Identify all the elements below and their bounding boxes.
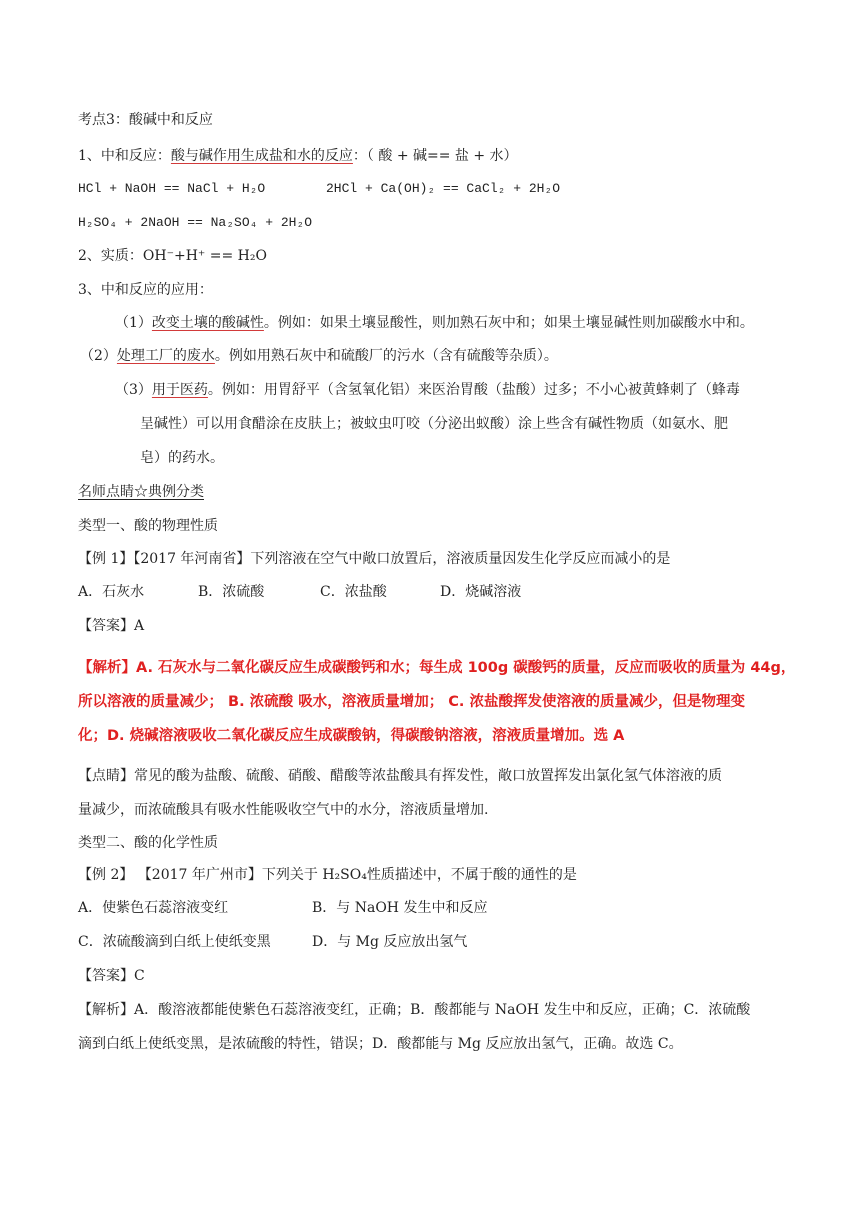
example-2-question: 【例 2】 【2017 年广州市】下列关于 H₂SO₄性质描述中，不属于酸的通性的是 [78,867,577,883]
example-2-analysis-line-1: 【解析】A．酸溶液都能使紫色石蕊溶液变红，正确；B．酸都能与 NaOH 发生中和反应，正确；C．浓硫酸 [78,1002,751,1018]
teacher-heading: 名师点睛☆典例分类 [78,484,204,500]
example-2-option-b: B．与 NaOH 发生中和反应 [312,900,488,916]
analysis-line-2: 所以溶液的质量减少； B. 浓硫酸 吸水，溶液质量增加； C. 浓盐酸挥发使溶液的质量减少，但是物理变 [78,694,745,710]
application-2: （2）处理工厂的废水。例如用熟石灰中和硫酸厂的污水（含有硫酸等杂质）。 [80,348,558,364]
example-1-answer: 【答案】A [78,618,145,634]
application-3: （3）用于医药。例如：用胃舒平（含氢氧化铝）来医治胃酸（盐酸）过多；不小心被黄蜂刺了（蜂毒 [115,382,740,398]
example-2-option-d: D．与 Mg 反应放出氢气 [312,934,468,950]
analysis-line-1: 【解析】A. 石灰水与二氧化碳反应生成碳酸钙和水；每生成 100g 碳酸钙的质量，反应而吸收的质量为 44g， [78,660,796,676]
application-3-line-2: 呈碱性）可以用食醋涂在皮肤上；被蚊虫叮咬（分泌出蚁酸）涂上些含有碱性物质（如氨水、肥 [140,416,728,432]
example-1-option-b: B．浓硫酸 [198,584,265,600]
equation-h2so4-naoh: H₂SO₄ + 2NaOH == Na₂SO₄ + 2H₂O [78,215,313,230]
example-2-answer: 【答案】C [78,968,145,984]
example-1-option-a: A．石灰水 [78,584,145,600]
type-2-heading: 类型二、酸的化学性质 [78,835,218,851]
application-heading: 3、中和反应的应用： [78,282,213,298]
section-title: 考点3：酸碱中和反应 [78,112,213,128]
tip-line-2: 量减少，而浓硫酸具有吸水性能吸收空气中的水分，溶液质量增加. [78,802,489,818]
tip-line-1: 【点睛】常见的酸为盐酸、硫酸、硝酸、醋酸等浓盐酸具有挥发性，敞口放置挥发出氯化氢气体溶液的质 [78,768,722,784]
application-3-line-3: 皂）的药水。 [140,450,224,466]
example-1-option-d: D．烧碱溶液 [440,584,522,600]
definition-underlined: 酸与碱作用生成盐和水的反应 [170,148,353,164]
neutralization-definition: 1、中和反应：酸与碱作用生成盐和水的反应：（ 酸 + 碱== 盐 + 水） [78,148,518,164]
example-1-question: 【例 1】【2017 年河南省】下列溶液在空气中敞口放置后，溶液质量因发生化学反应而减小的是 [78,551,671,567]
analysis-line-3: 化；D. 烧碱溶液吸收二氧化碳反应生成碳酸钠，得碳酸钠溶液，溶液质量增加。选 A [78,728,625,744]
example-1-option-c: C．浓盐酸 [320,584,387,600]
example-2-option-a: A．使紫色石蕊溶液变红 [78,900,229,916]
equation-hcl-caoh2: 2HCl + Ca(OH)₂ == CaCl₂ + 2H₂O [326,181,561,196]
type-1-heading: 类型一、酸的物理性质 [78,518,218,534]
example-2-option-c: C．浓硫酸滴到白纸上使纸变黑 [78,934,271,950]
essence-line: 2、实质：OH⁻+H⁺ == H₂O [78,248,267,264]
application-1: （1）改变土壤的酸碱性。例如：如果土壤显酸性，则加熟石灰中和；如果土壤显碱性则加碳酸水中和。 [115,315,754,331]
equation-hcl-naoh: HCl + NaOH == NaCl + H₂O [78,181,266,196]
example-2-analysis-line-2: 滴到白纸上使纸变黑，是浓硫酸的特性，错误；D．酸都能与 Mg 反应放出氢气，正确。故选 C。 [78,1036,683,1052]
